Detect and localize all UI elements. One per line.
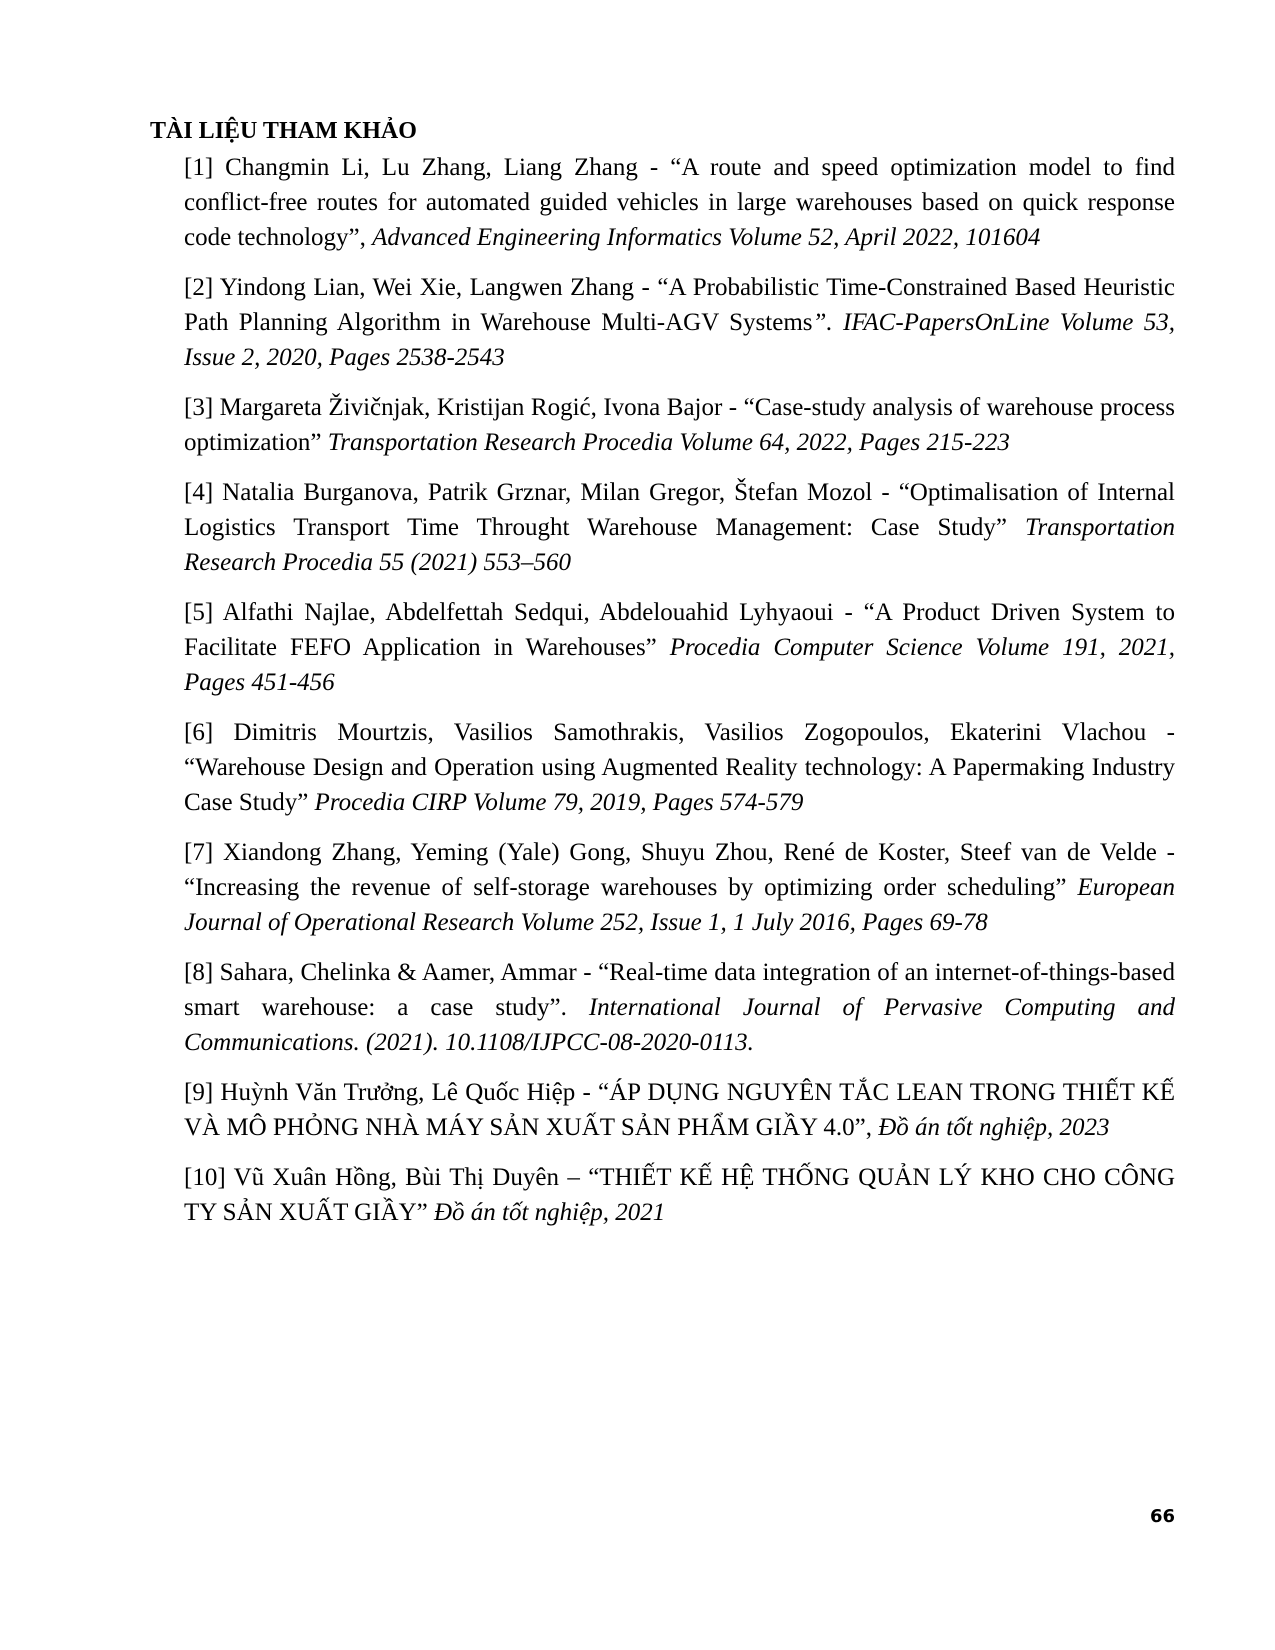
reference-source: Đồ án tốt nghiệp, 2023 <box>878 1114 1110 1141</box>
reference-text: [7] Xiandong Zhang, Yeming (Yale) Gong, Shuyu Zhou, René de Koster, Steef van de Velde - “Increasing the revenue of self-storage warehouses by optimizing order scheduling” <box>184 839 1175 901</box>
reference-source: ”. IFAC-PapersOnLine Volume 53, Issue 2, 2020, Pages 2538-2543 <box>184 309 1175 371</box>
reference-text: [1] Changmin Li, Lu Zhang, Liang Zhang - “A route and speed optimization model to find conflict-free routes for automated guided vehicles in large warehouses based on quick response code technology”, <box>184 154 1175 251</box>
reference-item-3 <box>184 390 1175 460</box>
references-list <box>184 150 1175 1245</box>
references-heading: TÀI LIỆU THAM KHẢO <box>150 118 417 144</box>
reference-text: [4] Natalia Burganova, Patrik Grznar, Milan Gregor, Štefan Mozol - “Optimalisation of Internal Logistics Transport Time Throught Warehouse Management: Case Study” <box>184 479 1175 541</box>
reference-item-6 <box>184 715 1175 820</box>
reference-source: Advanced Engineering Informatics Volume 52, April 2022, 101604 <box>372 224 1041 251</box>
reference-item-5 <box>184 595 1175 700</box>
reference-item-1 <box>184 150 1175 255</box>
reference-text: [8] Sahara, Chelinka & Aamer, Ammar - “Real-time data integration of an internet-of-things-based smart warehouse: a case study”. <box>184 959 1175 1021</box>
reference-item-4 <box>184 475 1175 580</box>
reference-text: [9] Huỳnh Văn Trưởng, Lê Quốc Hiệp - “ÁP DỤNG NGUYÊN TẮC LEAN TRONG THIẾT KẾ VÀ MÔ PHỎNG NHÀ MÁY SẢN XUẤT SẢN PHẨM GIẦY 4.0”, <box>184 1079 1175 1141</box>
reference-source: Transportation Research Procedia Volume 64, 2022, Pages 215-223 <box>327 429 1010 456</box>
reference-text: [10] Vũ Xuân Hồng, Bùi Thị Duyên – “THIẾT KẾ HỆ THỐNG QUẢN LÝ KHO CHO CÔNG TY SẢN XUẤT GIẦY” <box>184 1164 1175 1226</box>
reference-text: [5] Alfathi Najlae, Abdelfettah Sedqui, Abdelouahid Lyhyaoui - “A Product Driven System to Facilitate FEFO Application in Warehouses” <box>184 599 1175 661</box>
reference-text: [3] Margareta Živičnjak, Kristijan Rogić, Ivona Bajor - “Case-study analysis of warehouse process optimization” <box>184 394 1175 456</box>
reference-item-7 <box>184 835 1175 940</box>
reference-source: European Journal of Operational Research Volume 252, Issue 1, 1 July 2016, Pages 69-78 <box>184 874 1175 936</box>
reference-item-10 <box>184 1160 1175 1230</box>
reference-item-9 <box>184 1075 1175 1145</box>
reference-source: International Journal of Pervasive Computing and Communications. (2021). 10.1108/IJPCC-08-2020-0113. <box>184 994 1175 1056</box>
reference-text: [2] Yindong Lian, Wei Xie, Langwen Zhang - “A Probabilistic Time-Constrained Based Heuristic Path Planning Algorithm in Warehouse Multi-AGV Systems <box>184 274 1175 336</box>
reference-item-2 <box>184 270 1175 375</box>
reference-source: Procedia CIRP Volume 79, 2019, Pages 574-579 <box>314 789 804 816</box>
reference-source: Transportation Research Procedia 55 (2021) 553–560 <box>184 514 1175 576</box>
page-number: 66 <box>1149 1506 1175 1527</box>
reference-item-8 <box>184 955 1175 1060</box>
reference-source: Đồ án tốt nghiệp, 2021 <box>433 1199 666 1226</box>
reference-source: Procedia Computer Science Volume 191, 2021, Pages 451-456 <box>184 634 1176 696</box>
reference-text: [6] Dimitris Mourtzis, Vasilios Samothrakis, Vasilios Zogopoulos, Ekaterini Vlachou - “Warehouse Design and Operation using Augmented Reality technology: A Papermaking Industry Case Study” <box>184 719 1175 816</box>
